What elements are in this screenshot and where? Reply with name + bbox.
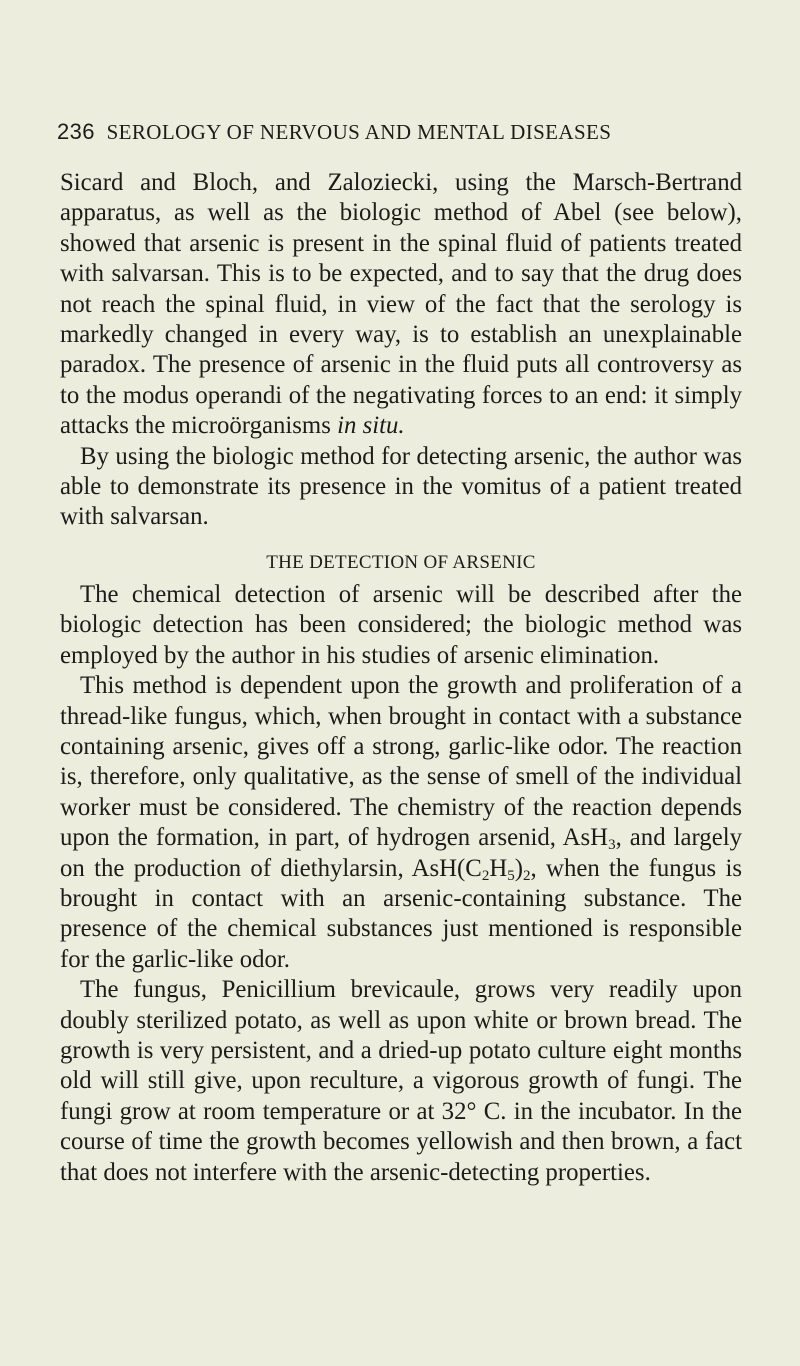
subscript: 3 xyxy=(608,837,616,854)
section-heading: THE DETECTION OF ARSENIC xyxy=(266,551,536,573)
page-number: 236 xyxy=(57,119,95,144)
paragraph-4 xyxy=(60,671,742,975)
running-title: SEROLOGY OF NERVOUS AND MENTAL DISEASES xyxy=(106,120,612,144)
paragraph-4-text-e: , when the fungus is brought in contact with an arsenic-containing substance. The presence of the chemical substances just mentioned is responsible for the garlic-like odor. xyxy=(60,854,742,973)
paragraph-4-text-b: , and largely on the production of diethylarsin, AsH(C xyxy=(60,824,742,882)
paragraph-4-text-c: H xyxy=(489,854,508,882)
paragraph-3: The chemical detection of arsenic will be described after the biologic detection has been considered; the biologic method was employed by the author in his studies of arsenic elimination. xyxy=(60,580,742,669)
subscript: 5 xyxy=(507,867,515,884)
paragraph-1-text: Sicard and Bloch, and Zaloziecki, using the Marsch-Bertrand apparatus, as well as the biologic method of Abel (see below), showed that arsenic is present in the spinal fluid of patients treated with salvarsan. This is to be expected, and to say that the drug does not reach the spinal fluid, in view of the fact that the serology is markedly changed in every way, is to establish an unexplainable paradox. The presence of arsenic in the fluid puts all controversy as to the modus operandi of the negativating forces to an end: it simply attacks the microörganisms xyxy=(60,169,742,440)
paragraph-1 xyxy=(60,168,742,442)
paragraph-4-text-a: This method is dependent upon the growth and proliferation of a thread-like fungus, which, when brought in contact with a substance containing arsenic, gives off a strong, garlic-like odor. The reaction is, therefore, only qualitative, as the sense of smell of the individual worker must be considered. The chemistry of the reaction depends upon the formation, in part, of hydrogen arsenid, AsH xyxy=(60,672,742,852)
body-text xyxy=(60,168,742,1188)
running-head xyxy=(57,119,611,145)
paragraph-4-text-d: ) xyxy=(514,854,524,882)
paragraph-5: The fungus, Penicillium brevicaule, grows very readily upon doubly sterilized potato, as well as upon white or brown bread. The growth is very persistent, and a dried-up potato culture eight months old will still give, upon reculture, a vigorous growth of fungi. The fungi grow at room temperature or at 32° C. in the incubator. In the course of time the growth becomes yellowish and then brown, a fact that does not interfere with the arsenic-detecting properties. xyxy=(60,976,742,1186)
subscript: 2 xyxy=(523,867,531,884)
italic-in-situ: in situ. xyxy=(337,412,405,440)
paragraph-2: By using the biologic method for detecting arsenic, the author was able to demonstrate its presence in the vomitus of a patient treated with salvarsan. xyxy=(60,442,742,531)
subscript: 2 xyxy=(481,867,490,884)
